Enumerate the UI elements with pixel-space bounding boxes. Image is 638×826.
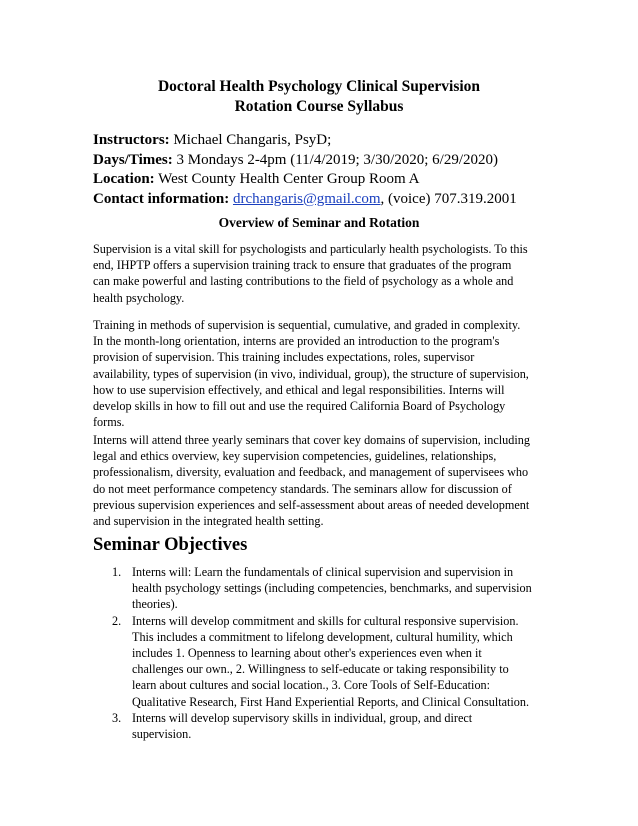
instructors-row <box>93 131 613 151</box>
paragraph-line: forms. <box>93 415 125 430</box>
overview-heading: Overview of Seminar and Rotation <box>218 215 420 230</box>
objective-text <box>132 564 532 613</box>
objective-line: learn about cultures and social location., 3. Core Tools of Self-Education: <box>132 678 491 693</box>
paragraph-line: develop skills in how to fill out and use the required California Board of Psychology <box>93 399 506 414</box>
paragraph-line: health psychology. <box>93 290 185 305</box>
instructors-value: Michael Changaris, PsyD; <box>173 132 332 148</box>
overview-paragraph-3 <box>93 432 553 529</box>
objective-number: 1. <box>112 565 122 579</box>
days-times-value: 3 Mondays 2-4pm (11/4/2019; 3/30/2020; 6/29/2020) <box>176 151 499 168</box>
contact-label: Contact information: <box>93 190 230 207</box>
days-times-label: Days/Times: <box>93 151 173 168</box>
location-label: Location: <box>93 171 155 187</box>
paragraph-line: availability, types of supervision (in vivo, individual, group), the structure of supervision, <box>93 366 529 381</box>
objective-line: challenges our own., 2. Willingness to self-educate or taking responsibility to <box>132 662 509 677</box>
paragraph-line: can make powerful and lasting contributions to the field of psychology as a whole and <box>93 274 514 289</box>
paragraph-line: professionalism, diversity, evaluation and feedback, and management of supervisees who <box>93 465 529 480</box>
objective-line: supervision. <box>132 726 192 741</box>
objective-line: Interns will: Learn the fundamentals of clinical supervision and supervision in <box>132 565 514 579</box>
overview-paragraph-1 <box>93 241 553 306</box>
overview-paragraph-2 <box>93 317 553 430</box>
objective-line: theories). <box>132 597 178 612</box>
paragraph-line: do not meet performance competency standards. The seminars allow for discussion of <box>93 481 512 496</box>
objective-line: Interns will develop commitment and skills for cultural responsive supervision. <box>132 613 519 628</box>
paragraph-line: provision of supervision. This training includes expectations, roles, supervisor <box>93 350 475 365</box>
paragraph-line: Training in methods of supervision is sequential, cumulative, and graded in complexity. <box>93 318 521 332</box>
objective-line: includes 1. Openness to learning about other's experiences even when it <box>132 645 482 660</box>
objective-number: 2. <box>112 613 122 628</box>
paragraph-line: and supervision in the integrated health setting. <box>93 514 324 529</box>
objective-text <box>132 710 472 742</box>
paragraph-line: Interns will attend three yearly seminars that cover key domains of supervision, including <box>93 433 530 447</box>
seminar-objectives-heading: Seminar Objectives <box>93 535 248 555</box>
paragraph-line: previous supervision experiences and self-assessment about areas of needed development <box>93 497 530 512</box>
objective-line: This includes a commitment to lifelong development, cultural humility, which <box>132 629 513 644</box>
contact-email-link[interactable]: drchangaris@gmail.com <box>232 190 381 207</box>
paragraph-line: how to use supervision effectively, and ethical and legal responsibilities. Interns will <box>93 382 505 397</box>
objective-line: Qualitative Research, First Hand Experiential Reports, and Clinical Consultation. <box>132 694 530 709</box>
days-times-row <box>93 151 613 171</box>
paragraph-line: legal and ethics overview, key supervision competencies, guidelines, relationships, <box>93 449 497 464</box>
document-title-line-1: Doctoral Health Psychology Clinical Supervision <box>157 78 481 95</box>
paragraph-line: end, IHPTP offers a supervision training track to ensure that graduates of the program <box>93 258 512 273</box>
document-title-line-2: Rotation Course Syllabus <box>234 98 404 115</box>
location-value: West County Health Center Group Room A <box>158 171 420 187</box>
contact-phone: , (voice) 707.319.2001 <box>380 190 517 207</box>
objective-line: health psychology settings (including competencies, benchmarks, and supervision <box>132 581 532 596</box>
instructors-label: Instructors: <box>93 132 170 148</box>
paragraph-line: Supervision is a vital skill for psychologists and particularly health psychologists. To this <box>93 242 528 256</box>
objective-text <box>132 613 529 710</box>
paragraph-line: In the month-long orientation, interns are provided an introduction to the program's <box>93 334 500 349</box>
objective-number: 3. <box>112 710 122 725</box>
contact-row <box>93 190 613 210</box>
location-row <box>93 170 613 190</box>
objective-line: Interns will develop supervisory skills in individual, group, and direct <box>132 710 473 725</box>
